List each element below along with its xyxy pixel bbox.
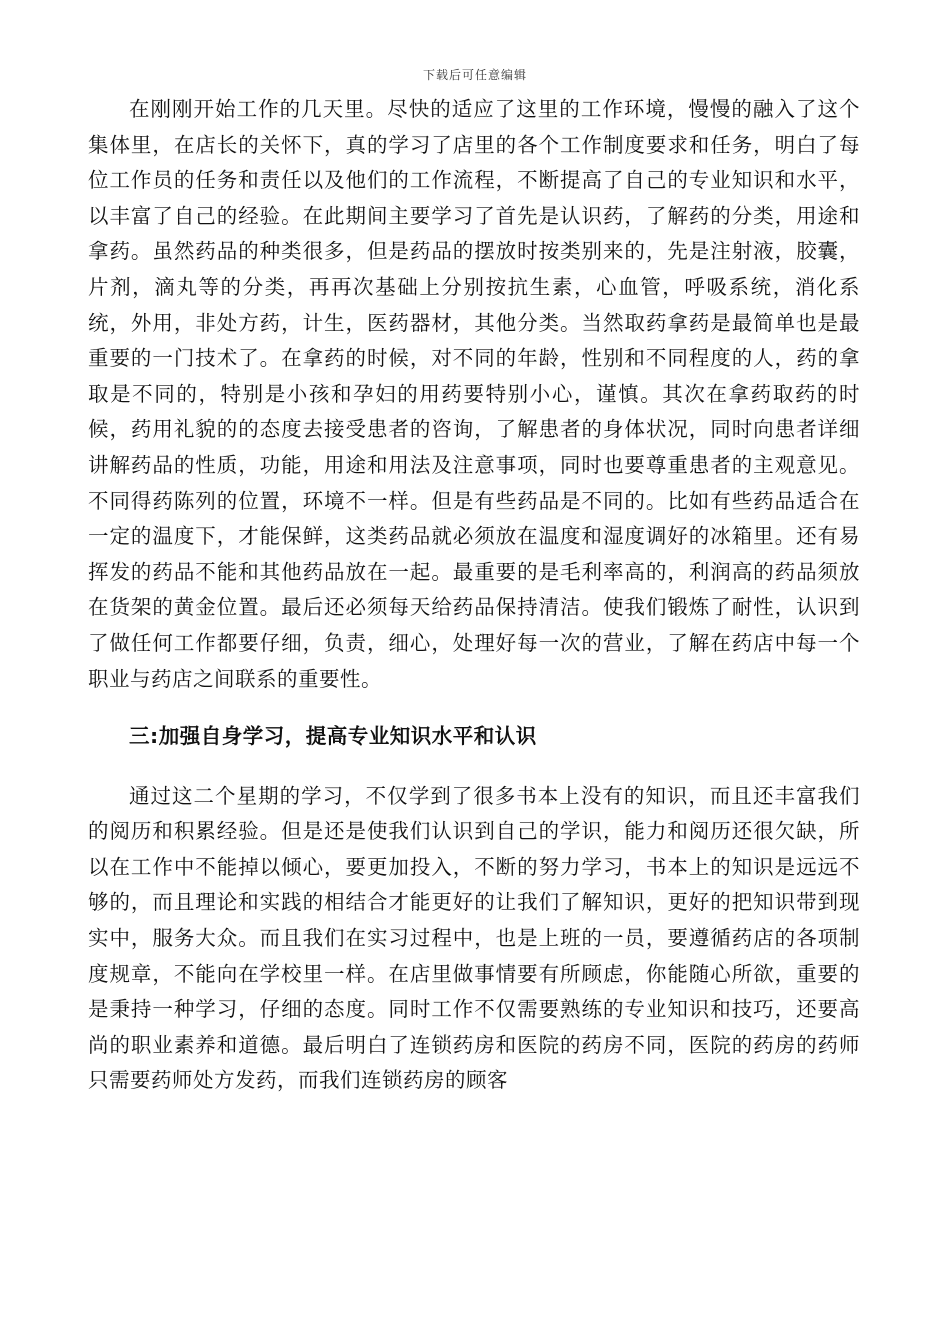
document-body bbox=[88, 92, 860, 1099]
body-paragraph: 在刚刚开始工作的几天里。尽快的适应了这里的工作环境，慢慢的融入了这个集体里，在店长的关怀下，真的学习了店里的各个工作制度要求和任务，明白了每位工作员的任务和责任以及他们的工作流程，不断提高了自己的专业知识和水平，以丰富了自己的经验。在此期间主要学习了首先是认识药，了解药的分类，用途和拿药。虽然药品的种类很多，但是药品的摆放时按类别来的，先是注射液，胶囊，片剂，滴丸等的分类，再再次基础上分别按抗生素，心血管，呼吸系统，消化系统，外用，非处方药，计生，医药器材，其他分类。当然取药拿药是最简单也是最重要的一门技术了。在拿药的时候，对不同的年龄，性别和不同程度的人，药的拿取是不同的，特别是小孩和孕妇的用药要特别小心，谨慎。其次在拿药取药的时候，药用礼貌的的态度去接受患者的咨询，了解患者的身体状况，同时向患者详细讲解药品的性质，功能，用途和用法及注意事项，同时也要尊重患者的主观意见。不同得药陈列的位置，环境不一样。但是有些药品是不同的。比如有些药品适合在一定的温度下，才能保鲜，这类药品就必须放在温度和湿度调好的冰箱里。还有易挥发的药品不能和其他药品放在一起。最重要的是毛利率高的，利润高的药品须放在货架的黄金位置。最后还必须每天给药品保持清洁。使我们锻炼了耐性，认识到了做任何工作都要仔细，负责，细心，处理好每一次的营业，了解在药店中每一个职业与药店之间联系的重要性。 bbox=[88, 97, 860, 691]
body-paragraph: 通过这二个星期的学习，不仅学到了很多书本上没有的知识，而且还丰富我们的阅历和积累经验。但是还是使我们认识到自己的学识，能力和阅历还很欠缺，所以在工作中不能掉以倾心，要更加投入，不断的努力学习，书本上的知识是远远不够的，而且理论和实践的相结合才能更好的让我们了解知识，更好的把知识带到现实中，服务大众。而且我们在实习过程中，也是上班的一员，要遵循药店的各项制度规章，不能向在学校里一样。在店里做事情要有所顾虑，你能随心所欲，重要的是秉持一种学习，仔细的态度。同时工作不仅需要熟练的专业知识和技巧，还要高尚的职业素养和道德。最后明白了连锁药房和医院的药房不同，医院的药房的药师只需要药师处方发药，而我们连锁药房的顾客 bbox=[88, 783, 860, 1093]
section-heading: 三:加强自身学习，提高专业知识水平和认识 bbox=[129, 724, 537, 749]
page-header: 下载后可任意编辑 bbox=[422, 68, 527, 82]
